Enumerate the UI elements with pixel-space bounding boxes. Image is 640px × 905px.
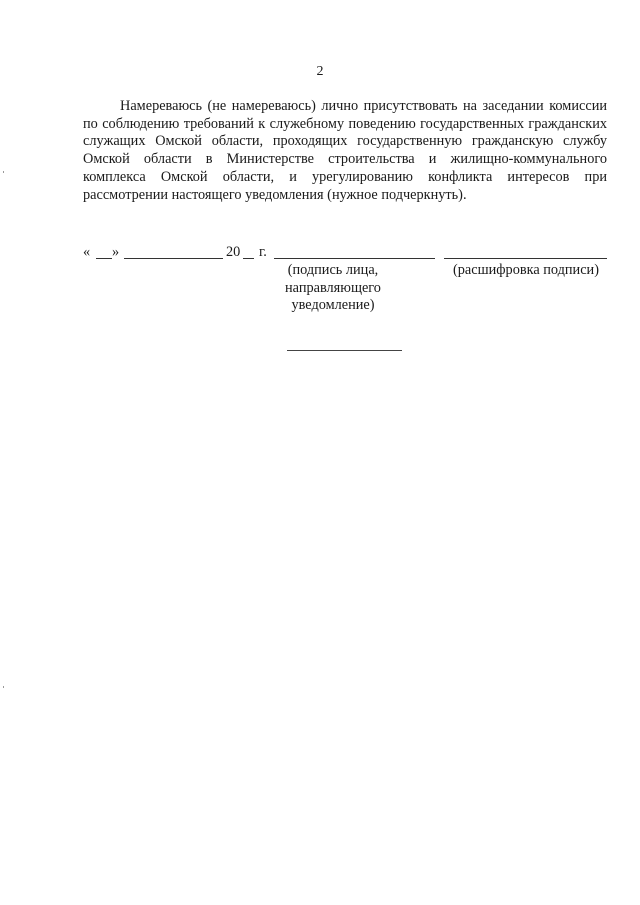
page-number: 2 bbox=[316, 64, 324, 79]
signature-caption-line: направляющего bbox=[285, 279, 381, 296]
day-blank-line bbox=[96, 258, 112, 259]
signature-caption-line: уведомление) bbox=[291, 297, 375, 314]
scan-margin-mark bbox=[3, 171, 4, 173]
signature-blank-line bbox=[274, 258, 435, 259]
year-blank-line bbox=[243, 258, 254, 259]
open-quote: « bbox=[83, 244, 91, 260]
month-blank-line bbox=[124, 258, 223, 259]
date-signature-row bbox=[83, 244, 607, 264]
year-prefix: 20 bbox=[226, 244, 241, 260]
end-of-document-line bbox=[287, 350, 402, 351]
scan-margin-mark bbox=[3, 686, 4, 688]
close-quote: » bbox=[112, 244, 120, 260]
notice-paragraph: Намереваюсь (не намереваюсь) лично присутствовать на заседании комиссии по соблюдению требований к служебному поведению государственных гражданских служащих Омской области, проходящих государственную гражданскую службу Омской области в Министерстве строительства и жилищно-коммунального комплекса Омской области, и урегулированию конфликта интересов при рассмотрении настоящего уведомления (нужное подчеркнуть). bbox=[83, 98, 607, 203]
decoding-blank-line bbox=[444, 258, 607, 259]
year-suffix: г. bbox=[259, 244, 267, 260]
decoding-caption: (расшифровка подписи) bbox=[453, 262, 599, 278]
signature-caption-line: (подпись лица, bbox=[287, 262, 379, 278]
signature-caption bbox=[258, 262, 408, 315]
